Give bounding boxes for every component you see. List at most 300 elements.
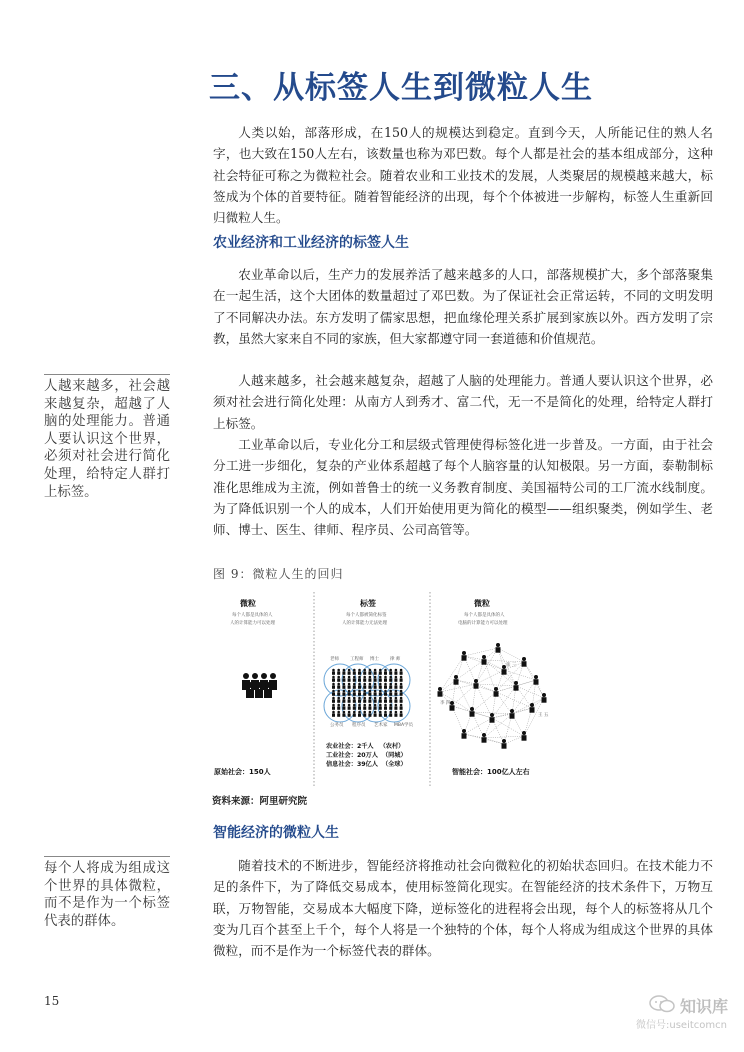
person-icon <box>384 676 387 679</box>
person-icon <box>384 669 387 672</box>
network-label: 张 三 <box>506 663 517 668</box>
person-icon <box>343 704 346 707</box>
person-icon <box>348 704 351 707</box>
person-icon <box>353 704 356 707</box>
tag-label: 工程师 <box>350 657 364 662</box>
person-icon <box>400 699 403 702</box>
person-icon <box>400 685 403 688</box>
person-icon <box>358 699 361 702</box>
person-icon <box>438 691 443 697</box>
person-icon <box>363 713 366 716</box>
person-icon <box>337 699 340 702</box>
network-link <box>484 660 496 692</box>
section-heading-smart: 智能经济的微粒人生 <box>213 825 339 841</box>
watermark-id: 微信号:useitcomcn <box>636 1020 727 1031</box>
person-icon <box>379 678 382 681</box>
person-icon <box>522 735 527 741</box>
person-icon <box>400 711 403 714</box>
person-icon <box>368 706 371 709</box>
person-icon <box>374 683 377 686</box>
person-icon <box>384 683 387 686</box>
person-icon <box>348 678 351 681</box>
person-icon <box>337 690 340 693</box>
person-icon <box>363 683 366 686</box>
person-icon <box>353 678 356 681</box>
svg-text:农业社会：2千人（农村） <box>326 742 404 750</box>
person-icon <box>342 678 345 681</box>
person-icon <box>332 713 335 716</box>
person-icon <box>542 697 547 703</box>
person-icon <box>394 699 397 702</box>
person-icon <box>343 676 346 679</box>
person-icon <box>400 706 403 709</box>
person-icon <box>400 676 403 679</box>
person-icon <box>502 739 506 743</box>
person-icon <box>374 711 377 714</box>
panel3-head: 微粒 <box>474 599 490 608</box>
person-icon <box>502 743 507 749</box>
network-link <box>484 736 524 738</box>
person-icon <box>358 671 361 674</box>
person-icon <box>358 692 361 695</box>
person-icon <box>363 704 366 707</box>
person-icon <box>348 713 351 716</box>
network-link <box>464 718 492 734</box>
paragraph-simplification: 人越来越多，社会越来越复杂，超越了人脑的处理能力。普通人要认识这个世界，必须对社会进行简化处理：从南方人到秀才、富二代，无一不是简化的处理，给特定人群打上标签。 <box>213 373 713 431</box>
pull-quote-rule <box>44 374 170 375</box>
person-icon <box>384 713 387 716</box>
person-icon <box>389 678 392 681</box>
person-icon <box>379 690 382 693</box>
person-icon <box>342 713 345 716</box>
person-icon <box>332 685 335 688</box>
person-icon <box>438 687 442 691</box>
person-icon <box>358 706 361 709</box>
person-icon <box>374 676 377 679</box>
person-icon <box>368 699 371 702</box>
person-icon <box>394 685 397 688</box>
person-icon <box>395 690 398 693</box>
person-icon <box>348 697 351 700</box>
person-icon <box>454 679 459 685</box>
person-icon <box>530 703 534 707</box>
person-icon <box>496 643 500 647</box>
svg-text:工业社会：20万人（同城） <box>326 751 407 759</box>
person-icon <box>368 671 371 674</box>
pull-quote-text: 每个人将成为组成这个世界的具体微粒，而不是作为一个标签代表的群体。 <box>44 861 170 929</box>
person-icon <box>389 685 392 688</box>
person-icon <box>542 693 546 697</box>
person-icon <box>502 669 507 675</box>
person-icon <box>358 678 361 681</box>
stat-name: 信息社会： <box>326 761 357 768</box>
person-icon <box>342 692 345 695</box>
stat-value: 20万人 <box>356 752 378 759</box>
crowd-icon <box>242 673 277 698</box>
person-icon <box>374 706 377 709</box>
person-icon <box>395 683 398 686</box>
person-icon <box>332 671 335 674</box>
person-icon <box>358 676 361 679</box>
tag-label: MBA学员 <box>394 723 414 728</box>
person-icon <box>379 692 382 695</box>
page-number: 15 <box>44 994 60 1008</box>
panel1-head: 微粒 <box>240 599 256 608</box>
person-icon <box>514 681 518 685</box>
paragraph-industrial: 工业革命以后，专业化分工和层级式管理使得标签化进一步普及。一方面，由于社会分工进一步细化，复杂的产业体系超越了每个人脑容量的认知极限。另一方面，泰勒制标准化思维成为主流，例如普鲁士的统一义务教育制度、美国福特公司的工厂流水线制度。为了降低识别一个人的成本，人们开始使用更为简化的模型——组织聚类，例如学生、老师、博士、医生、律师、程序员、公司高管等。 <box>213 437 713 538</box>
person-icon <box>374 704 377 707</box>
person-icon <box>474 683 479 689</box>
person-icon <box>474 679 478 683</box>
person-icon <box>369 690 372 693</box>
person-icon <box>389 671 392 674</box>
pull-quote-1 <box>44 378 170 501</box>
watermark-name: 知识库 <box>680 997 729 1016</box>
network-link <box>472 692 496 712</box>
person-icon <box>522 661 527 667</box>
person-icon <box>510 709 514 713</box>
person-icon <box>337 713 340 716</box>
panel1-label: 原始社会：150人 <box>214 768 271 776</box>
person-icon <box>363 676 366 679</box>
person-icon <box>522 731 526 735</box>
person-icon <box>394 713 397 716</box>
person-icon <box>358 697 361 700</box>
person-icon <box>353 685 356 688</box>
network-link <box>512 698 544 714</box>
person-icon <box>374 685 377 688</box>
person-icon <box>490 713 494 717</box>
network-link <box>504 736 524 744</box>
panel2-desc1: 每个人都被简化标签 <box>346 613 387 618</box>
person-icon <box>470 711 475 717</box>
person-icon <box>400 683 403 686</box>
person-icon <box>384 697 387 700</box>
person-icon <box>369 704 372 707</box>
panel1-desc1: 每个人都是具体的人 <box>232 613 273 618</box>
person-icon <box>353 699 356 702</box>
person-icon <box>534 679 539 685</box>
person-icon <box>450 705 455 711</box>
person-icon <box>394 692 397 695</box>
person-icon <box>482 737 487 743</box>
tag-label: 老师 <box>330 657 339 662</box>
person-icon <box>353 671 356 674</box>
person-icon <box>400 671 403 674</box>
person-icon <box>337 697 340 700</box>
person-icon <box>363 685 366 688</box>
person-icon <box>379 685 382 688</box>
person-icon <box>395 669 398 672</box>
person-icon <box>363 671 366 674</box>
person-icon <box>337 683 340 686</box>
person-icon <box>348 711 351 714</box>
person-icon <box>530 707 535 713</box>
page-title: 三、从标签人生到微粒人生 <box>209 70 593 106</box>
person-icon <box>332 692 335 695</box>
person-icon <box>462 651 466 655</box>
person-icon <box>368 713 371 716</box>
person-icon <box>384 690 387 693</box>
person-icon <box>400 713 403 716</box>
person-icon <box>379 676 382 679</box>
person-icon <box>384 678 387 681</box>
person-icon <box>353 690 356 693</box>
person-icon <box>358 690 361 693</box>
person-icon <box>368 678 371 681</box>
person-icon <box>384 704 387 707</box>
person-icon <box>470 707 474 711</box>
person-icon <box>389 706 392 709</box>
person-icon <box>510 713 515 719</box>
person-icon <box>332 678 335 681</box>
person-icon <box>395 697 398 700</box>
pull-quote-text: 人越来越多，社会越来越复杂，超越了人脑的处理能力。普通人要认识这个世界，必须对社会进行简化处理，给特定人群打上标签。 <box>44 379 170 500</box>
paragraph-smart-economy: 随着技术的不断进步，智能经济将推动社会向微粒化的初始状态回归。在技术能力不足的条件下，为了降低交易成本，使用标签简化现实。在智能经济的技术条件下，万物互联，万物智能，交易成本大幅度下降，逆标签化的进程将会出现，每个人的标签将从几个变为几百个甚至上千个，每个人将是一个独特的个体，每个人将成为组成这个世界的具体微粒，而不是作为一个标签代表的群体。 <box>213 858 713 959</box>
person-icon <box>369 669 372 672</box>
person-icon <box>514 685 519 691</box>
person-icon <box>353 711 356 714</box>
person-icon <box>389 676 392 679</box>
panel2-desc2: 人的计算能力无法处理 <box>342 621 387 626</box>
person-icon <box>394 706 397 709</box>
intro-paragraph: 人类以始，部落形成，在150人的规模达到稳定。直到今天，人所能记住的熟人名字，也大致在150人左右，该数量也称为邓巴数。每个人都是社会的基本组成部分，这种社会特征可称之为微粒社会。随着农业和工业技术的发展，人类聚居的规模越来越大，标签成为个体的首要特征。随着智能经济的出现，每个个体被进一步解构，标签人生重新回归微粒人生。 <box>213 125 713 226</box>
person-icon <box>490 717 495 723</box>
network-link <box>456 680 476 684</box>
person-icon <box>342 685 345 688</box>
panel2-head: 标签 <box>360 599 376 608</box>
person-icon <box>369 711 372 714</box>
stat-value: 2千人 <box>356 743 374 750</box>
person-icon <box>363 697 366 700</box>
tag-labels-top <box>330 655 401 662</box>
tag-labels-bottom <box>330 721 414 728</box>
panel1-desc2: 人的计算能力可以处理 <box>230 621 275 626</box>
stat-scope: （全球） <box>381 761 407 768</box>
person-icon <box>400 669 403 672</box>
person-icon <box>343 690 346 693</box>
person-icon <box>337 671 340 674</box>
person-icon <box>358 713 361 716</box>
person-icon <box>358 683 361 686</box>
stat-scope: （同城） <box>381 752 407 759</box>
person-icon <box>462 729 466 733</box>
person-icon <box>482 659 487 665</box>
person-icon <box>358 669 361 672</box>
person-icon <box>369 676 372 679</box>
section-heading-industrial: 农业经济和工业经济的标签人生 <box>213 235 409 251</box>
person-icon <box>379 699 382 702</box>
person-icon <box>363 706 366 709</box>
person-icon <box>379 669 382 672</box>
person-icon <box>395 711 398 714</box>
svg-text:信息社会：39亿人（全球） <box>326 760 407 768</box>
person-icon <box>494 687 498 691</box>
person-icon <box>389 669 392 672</box>
person-icon <box>332 683 335 686</box>
person-icon <box>353 706 356 709</box>
person-icon <box>389 692 392 695</box>
tag-label: 艺术家 <box>374 723 388 728</box>
person-icon <box>342 706 345 709</box>
pull-quote-rule <box>44 856 170 857</box>
paragraph-agricultural: 农业革命以后，生产力的发展养活了越来越多的人口，部落规模扩大，多个部落聚集在一起生活，这个大团体的数量超过了邓巴数。为了保证社会正常运转，不同的文明发明了不同解决办法。东方发明了儒家思想，把血缘伦理关系扩展到家族以外。西方发明了宗教，虽然大家来自不同的家族，但大家都遵守同一套道德和价值规范。 <box>213 267 713 346</box>
person-icon <box>337 685 340 688</box>
person-icon <box>337 678 340 681</box>
person-icon <box>389 697 392 700</box>
person-icon <box>358 704 361 707</box>
stat-value: 39亿人 <box>356 761 378 768</box>
person-icon <box>337 706 340 709</box>
person-icon <box>332 704 335 707</box>
network-people-icons <box>438 643 547 749</box>
person-icon <box>332 697 335 700</box>
person-icon <box>395 676 398 679</box>
network-link <box>476 648 498 684</box>
person-icon <box>450 701 454 705</box>
person-icon <box>389 711 392 714</box>
person-icon <box>462 655 467 661</box>
person-icon <box>400 704 403 707</box>
person-icon <box>389 713 392 716</box>
person-icon <box>379 671 382 674</box>
person-icon <box>400 678 403 681</box>
person-icon <box>353 676 356 679</box>
person-icon <box>374 690 377 693</box>
person-icon <box>400 697 403 700</box>
network-link <box>476 684 516 686</box>
figure-illustration <box>208 588 556 793</box>
person-icon <box>368 692 371 695</box>
person-icon <box>374 697 377 700</box>
person-icon <box>332 669 335 672</box>
person-icon <box>454 675 458 679</box>
person-icon <box>348 671 351 674</box>
network-link <box>456 660 484 680</box>
person-icon <box>522 657 526 661</box>
person-icon <box>348 706 351 709</box>
person-icon <box>394 671 397 674</box>
stat-name: 农业社会： <box>326 743 357 750</box>
person-icon <box>374 713 377 716</box>
person-icon <box>379 706 382 709</box>
person-icon <box>369 697 372 700</box>
person-icon <box>343 683 346 686</box>
person-icon <box>494 691 499 697</box>
person-icon <box>348 685 351 688</box>
person-icon <box>496 647 501 653</box>
person-icon <box>353 683 356 686</box>
pull-quote-2 <box>44 860 170 930</box>
person-icon <box>363 690 366 693</box>
person-icon <box>353 692 356 695</box>
person-icon <box>358 711 361 714</box>
person-icon <box>342 671 345 674</box>
network-link <box>498 648 524 662</box>
person-icon <box>353 697 356 700</box>
person-icon <box>348 690 351 693</box>
panel3-desc1: 每个人都是具体的人 <box>464 613 505 618</box>
tag-circle <box>378 690 410 722</box>
person-icon <box>332 690 335 693</box>
network-link <box>484 738 504 744</box>
person-icon <box>348 676 351 679</box>
network-link <box>464 648 498 656</box>
society-stats <box>326 742 407 768</box>
person-icon <box>337 704 340 707</box>
person-icon <box>379 683 382 686</box>
person-icon <box>348 692 351 695</box>
person-icon <box>374 692 377 695</box>
person-icon <box>353 713 356 716</box>
panel3-desc2: 电脑的计算能力可以处理 <box>458 621 508 626</box>
person-icon <box>379 704 382 707</box>
person-icon <box>363 711 366 714</box>
network-links <box>440 648 544 744</box>
person-icon <box>389 699 392 702</box>
person-icon <box>395 704 398 707</box>
tag-label: 律 师 <box>390 657 401 662</box>
person-icon <box>389 704 392 707</box>
person-icon <box>462 733 467 739</box>
person-icon <box>332 706 335 709</box>
person-icon <box>337 676 340 679</box>
person-icon <box>332 711 335 714</box>
person-icon <box>482 655 486 659</box>
person-icon <box>369 683 372 686</box>
person-icon <box>337 669 340 672</box>
person-icon <box>343 697 346 700</box>
panel3-label: 智能社会：100亿人左右 <box>452 768 530 776</box>
person-icon <box>363 669 366 672</box>
person-icon <box>348 699 351 702</box>
person-icon <box>384 685 387 688</box>
person-icon <box>363 699 366 702</box>
person-icon <box>400 690 403 693</box>
network-link <box>484 714 512 738</box>
network-label: 王 五 <box>538 713 549 718</box>
person-icon <box>337 692 340 695</box>
person-icon <box>374 671 377 674</box>
person-icon <box>343 669 346 672</box>
network-link <box>440 656 464 692</box>
person-icon <box>389 683 392 686</box>
person-icon <box>343 711 346 714</box>
network-link <box>464 656 484 660</box>
person-icon <box>384 692 387 695</box>
person-icon <box>384 699 387 702</box>
person-icon <box>332 699 335 702</box>
network-link <box>452 684 476 706</box>
tag-label: 博士 <box>370 657 379 662</box>
network-link <box>476 670 504 684</box>
person-icon <box>374 678 377 681</box>
person-icon <box>337 711 340 714</box>
person-icon <box>389 690 392 693</box>
person-icon <box>379 697 382 700</box>
person-icon <box>384 671 387 674</box>
person-icon <box>534 675 538 679</box>
person-icon <box>353 669 356 672</box>
person-icon <box>363 678 366 681</box>
figure-source: 资料来源：阿里研究院 <box>212 796 308 807</box>
person-icon <box>363 692 366 695</box>
person-icon <box>332 676 335 679</box>
person-icon <box>379 713 382 716</box>
network-label: 李 四 <box>440 701 451 706</box>
person-icon <box>348 669 351 672</box>
person-icon <box>384 706 387 709</box>
